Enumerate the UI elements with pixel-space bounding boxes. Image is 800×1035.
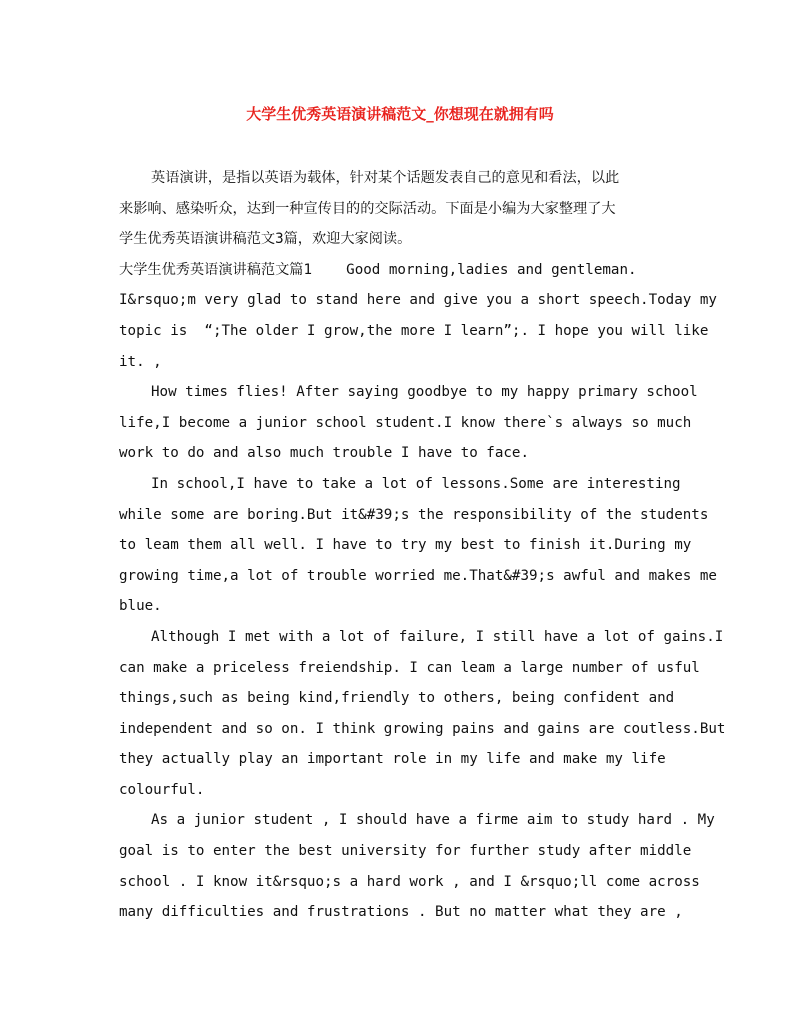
text-line: life,I become a junior school student.I know there`s always so much bbox=[119, 414, 692, 431]
text-line: In school,I have to take a lot of lessons.Some are interesting bbox=[151, 475, 681, 492]
text-line: growing time,a lot of trouble worried me.That&#39;s awful and makes me bbox=[119, 567, 717, 584]
text-line: independent and so on. I think growing pains and gains are coutless.But bbox=[119, 720, 726, 737]
text-line: work to do and also much trouble I have to face. bbox=[119, 445, 529, 462]
text-line: to leam them all well. I have to try my best to finish it.During my bbox=[119, 537, 692, 554]
text-line: many difficulties and frustrations . But no matter what they are , bbox=[119, 904, 683, 921]
text-line: 大学生优秀英语演讲稿范文篇1 Good morning,ladies and gentleman. bbox=[119, 261, 637, 278]
text-line: 英语演讲，是指以英语为载体，针对某个话题发表自己的意见和看法，以此 bbox=[151, 170, 620, 186]
text-line: blue. bbox=[119, 598, 162, 615]
text-line: Although I met with a lot of failure, I still have a lot of gains.I bbox=[151, 628, 724, 645]
text-line: 来影响、感染听众，达到一种宣传目的的交际活动。下面是小编为大家整理了大 bbox=[119, 200, 616, 217]
text-line: 学生优秀英语演讲稿范文3篇，欢迎大家阅读。 bbox=[119, 231, 412, 248]
text-line: goal is to enter the best university for further study after middle bbox=[119, 843, 692, 860]
text-line: while some are boring.But it&#39;s the responsibility of the students bbox=[119, 506, 709, 523]
text-line: things,such as being kind,friendly to others, being confident and bbox=[119, 690, 675, 707]
document-body bbox=[119, 163, 726, 928]
text-line: school . I know it&rsquo;s a hard work , and I &rsquo;ll come across bbox=[119, 873, 700, 890]
text-line: As a junior student , I should have a firme aim to study hard . My bbox=[151, 812, 715, 829]
document-title: 大学生优秀英语演讲稿范文_你想现在就拥有吗 bbox=[246, 105, 554, 123]
text-line: they actually play an important role in my life and make my life bbox=[119, 751, 666, 768]
text-line: colourful. bbox=[119, 781, 205, 798]
text-line: topic is “;The older I grow,the more I learn”;. I hope you will like bbox=[119, 322, 709, 339]
text-line: can make a priceless freiendship. I can leam a large number of usful bbox=[119, 659, 700, 676]
text-line: How times flies! After saying goodbye to my happy primary school bbox=[151, 384, 698, 401]
text-line: it. , bbox=[119, 353, 162, 370]
text-line: I&rsquo;m very glad to stand here and give you a short speech.Today my bbox=[119, 292, 717, 309]
